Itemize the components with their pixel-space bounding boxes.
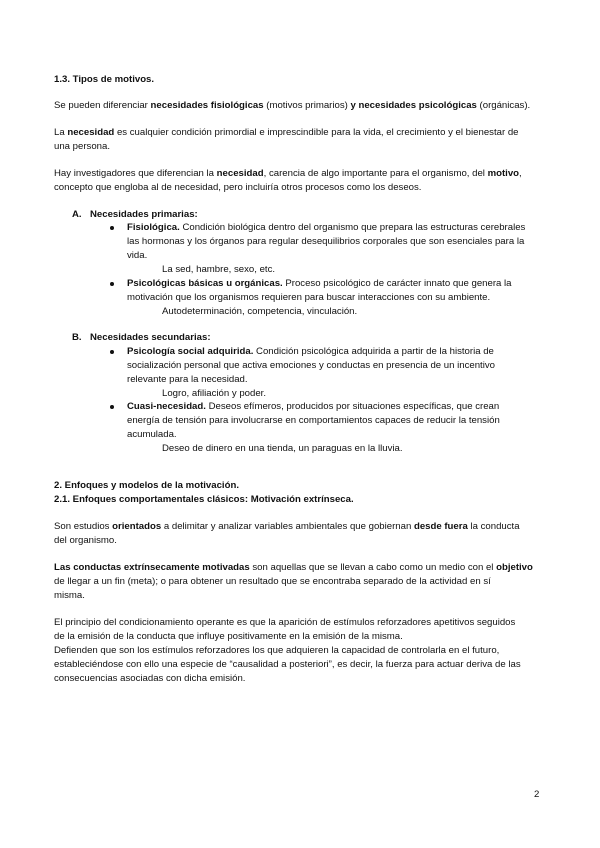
text: a delimitar y analizar variables ambientales que gobiernan (161, 521, 414, 532)
paragraph-studies (54, 520, 520, 535)
text: Deseos efímeros, producidos por situaciones específicas, que crean (205, 401, 500, 412)
list-item-line: las hormonas y los órganos para regular desequilibrios corporales que son esenciales para la (127, 236, 525, 247)
text: Condición psicológica adquirida a partir de la historia de (253, 346, 494, 357)
text-bold: objetivo (496, 562, 533, 573)
section-heading: 1.3. Tipos de motivos. (54, 74, 155, 85)
text: , (519, 168, 522, 179)
list-item-title: Fisiológica. (127, 222, 180, 233)
text: son aquellas que se llevan a cabo como un medio con el (249, 562, 497, 573)
paragraph-line: concepto que engloba al de necesidad, pero incluiría otros procesos como los deseos. (54, 182, 422, 193)
text-bold: desde fuera (413, 521, 468, 532)
paragraph-need-vs-motive (54, 167, 522, 182)
list-item-line: motivación que los organismos requieren para buscar interacciones con su ambiente. (127, 292, 491, 303)
list-item-title: Psicología social adquirida. (127, 346, 254, 357)
paragraph-operant: El principio del condicionamiento operante es que la aparición de estímulos reforzadores apetitivos seguidos (54, 617, 516, 628)
list-item-example: Deseo de dinero en una tienda, un paraguas en la lluvia. (162, 443, 403, 454)
text: Hay investigadores que diferencian la (54, 168, 217, 179)
list-item-line: vida. (127, 250, 148, 261)
text-bold: y necesidades psicológicas (350, 100, 477, 111)
text-bold: orientados (112, 521, 162, 532)
list-item (127, 221, 525, 236)
text: La (54, 127, 68, 138)
text: Condición biológica dentro del organismo que prepara las estructuras cerebrales (179, 222, 526, 233)
bullet-icon (110, 350, 114, 354)
list-item-example: Autodeterminación, competencia, vinculación. (162, 306, 358, 317)
list-item (127, 400, 499, 415)
text: es cualquier condición primordial e imprescindible para la vida, el crecimiento y el bienestar de (114, 127, 519, 138)
text-bold: motivo (487, 168, 520, 179)
text: Son estudios (54, 521, 113, 532)
paragraph-needs-types (54, 99, 530, 114)
paragraph-line: una persona. (54, 141, 111, 152)
list-item-line: relevante para la necesidad. (127, 374, 248, 385)
page-number: 2 (534, 789, 540, 800)
section-subheading: 2.1. Enfoques comportamentales clásicos: Motivación extrínseca. (54, 494, 354, 505)
list-item (127, 345, 494, 360)
list-item-title: Psicológicas básicas u orgánicas. (127, 278, 283, 289)
list-title: Necesidades secundarias: (90, 332, 211, 343)
text: (orgánicas). (476, 100, 531, 111)
list-title: Necesidades primarias: (90, 209, 198, 220)
bullet-icon (110, 226, 114, 230)
paragraph-extrinsic (54, 561, 533, 576)
paragraph-line: de llegar a un fin (meta); o para obtener un resultado que se encontraba separado de la actividad en sí (54, 576, 491, 587)
text: la conducta (467, 521, 520, 532)
text-bold: necesidades fisiológicas (150, 100, 264, 111)
paragraph-line: del organismo. (54, 535, 117, 546)
bullet-icon (110, 282, 114, 286)
text: Se pueden diferenciar (54, 100, 151, 111)
text-bold: necesidad (216, 168, 264, 179)
text-bold: Las conductas extrínsecamente motivadas (54, 562, 250, 573)
paragraph-line: misma. (54, 590, 85, 601)
text-bold: necesidad (67, 127, 115, 138)
list-item (127, 277, 512, 292)
text: Proceso psicológico de carácter innato que genera la (282, 278, 512, 289)
text: (motivos primarios) (263, 100, 351, 111)
paragraph-line: consecuencias asociadas con dicha emisión. (54, 673, 246, 684)
list-item-line: socialización personal que activa emociones y conductas en presencia de un incentivo (127, 360, 495, 371)
list-item-line: acumulada. (127, 429, 177, 440)
list-marker: A. (72, 209, 82, 220)
list-item-example: La sed, hambre, sexo, etc. (162, 264, 276, 275)
list-item-example: Logro, afiliación y poder. (162, 388, 266, 399)
section-heading: 2. Enfoques y modelos de la motivación. (54, 480, 239, 491)
bullet-icon (110, 405, 114, 409)
list-marker: B. (72, 332, 82, 343)
paragraph-need-definition (54, 126, 519, 141)
paragraph-line: estableciéndose con ello una especie de “causalidad a posteriori”, es decir, la fuerza para actuar deriva de las (54, 659, 521, 670)
text: , carencia de algo importante para el organismo, del (263, 168, 488, 179)
list-item-title: Cuasi-necesidad. (127, 401, 206, 412)
list-item-line: energía de tensión para involucrarse en comportamientos capaces de reducir la tensión (127, 415, 500, 426)
paragraph-line: de la emisión de la conducta que influye positivamente en la emisión de la misma. (54, 631, 403, 642)
paragraph-line: Defienden que son los estímulos reforzadores los que adquieren la capacidad de controlarla en el futuro, (54, 645, 500, 656)
